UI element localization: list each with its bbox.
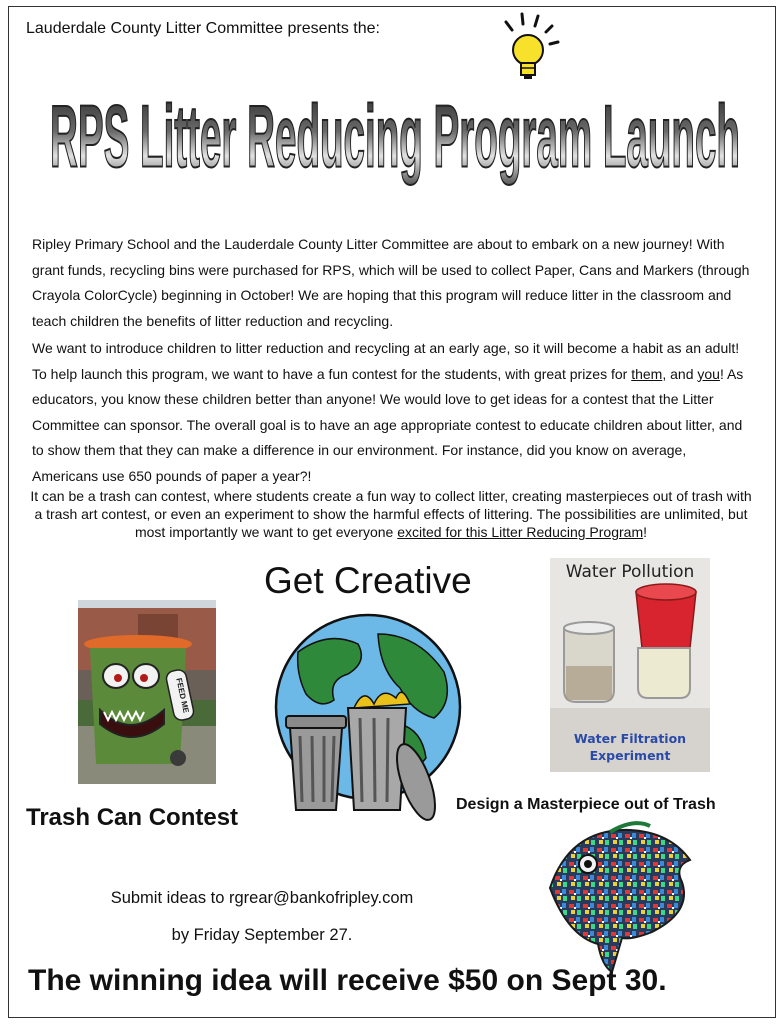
earth-trash-can-image <box>268 612 468 822</box>
them-underlined: them <box>631 365 663 382</box>
excited-underlined: excited for this Litter Reducing Program <box>397 524 644 540</box>
water-pollution-title: Water Pollution <box>565 562 695 582</box>
oscar-trash-can-photo <box>78 600 216 784</box>
masterpiece-label: Design a Masterpiece out of Trash <box>456 796 716 813</box>
svg-text:RPS Litter Reducing Program La: RPS Litter Reducing Program Launch <box>50 87 740 186</box>
water-filtration-caption: Water Filtration Experiment <box>573 731 687 763</box>
svg-text:FEED ME: FEED ME <box>174 677 191 714</box>
intro-paragraph: Ripley Primary School and the Lauderdale County Litter Committee are about to embark on a new journey! With grant funds, recycling bins were purchased for RPS, which will be used to collect Paper, Cans and Markers (through Crayola ColorCycle) beginning in October! We are hoping that this program will reduce litter in the classroom and teach children the benefits of litter reduction and recycling. <box>32 236 750 329</box>
presenter-line: Lauderdale County Litter Committee presents the: <box>26 20 380 37</box>
page-title <box>40 60 750 210</box>
ideas-paragraph: It can be a trash can contest, where students create a fun way to collect litter, creating masterpieces out of trash with a trash art contest, or even an experiment to show the harmful effects of littering. The possibilities are unlimited, but most importantly we want to get everyone excited for this Litter Reducing Program! <box>30 488 752 540</box>
contest-paragraph: We want to introduce children to litter reduction and recycling at an early age, so it will become a habit as an adult! To help launch this program, we want to have a fun contest for the students, with great prizes for them, and you! As educators, you know these children better than anyone! We would love to get ideas for a contest that the Litter Committee can sponsor. The overall goal is to have an age appropriate contest to educate children about litter, and to show them that they can make a difference in our environment. For instance, did you know on average, Americans use 650 pounds of paper a year?! <box>32 340 744 484</box>
you-underlined: you <box>697 365 720 382</box>
trash-can-contest-label: Trash Can Contest <box>26 804 239 831</box>
deadline-line: by Friday September 27. <box>171 926 353 944</box>
get-creative-heading: Get Creative <box>264 560 472 601</box>
water-pollution-photo <box>550 558 710 772</box>
prize-line: The winning idea will receive $50 on Sept 30. <box>28 964 667 997</box>
submit-ideas-line: Submit ideas to rgrear@bankofripley.com <box>110 889 414 907</box>
oscar-trash-can-image <box>78 600 216 784</box>
